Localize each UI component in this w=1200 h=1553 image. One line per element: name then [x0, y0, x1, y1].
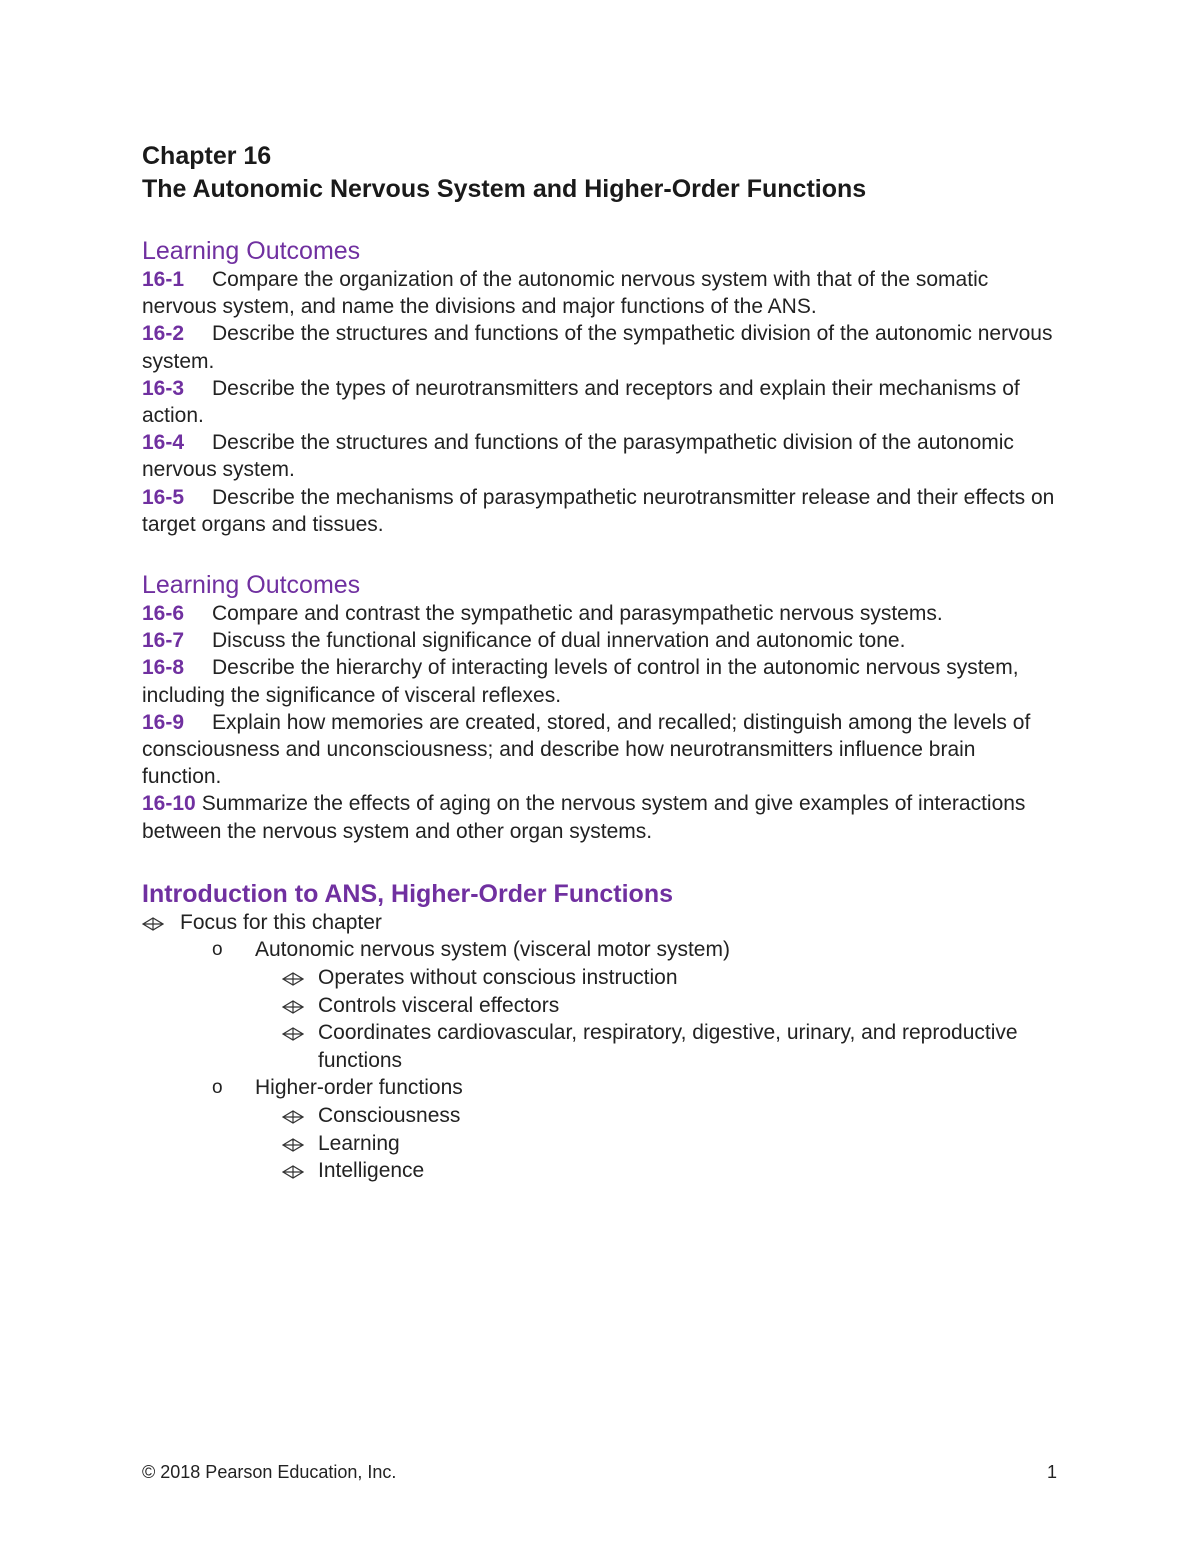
- outcome-number: 16-7: [142, 629, 185, 653]
- list-item: [142, 1019, 1057, 1074]
- outcome-text: Compare and contrast the sympathetic and parasympathetic nervous systems.: [212, 602, 943, 626]
- outcome-number: 16-9: [142, 710, 185, 734]
- kite-bullet-icon: [142, 909, 164, 939]
- outcome-number: 16-2: [142, 322, 185, 346]
- page-content: [142, 140, 1057, 1185]
- section-heading: Learning Outcomes: [142, 237, 361, 265]
- outcome-item: [142, 375, 1057, 429]
- intro-section: [142, 879, 1057, 1185]
- list-item: [142, 992, 1057, 1020]
- list-item: [142, 1157, 1057, 1185]
- outcome-number: 16-3: [142, 376, 185, 400]
- circle-bullet-icon: o: [212, 1077, 223, 1099]
- circle-bullet-icon: o: [212, 939, 223, 961]
- learning-outcomes-section-1: [142, 236, 1057, 538]
- copyright-notice: © 2018 Pearson Education, Inc.: [142, 1462, 397, 1482]
- outcome-item: [142, 627, 1057, 654]
- kite-bullet-icon: [282, 1102, 304, 1132]
- outcome-text: Describe the structures and functions of the sympathetic division of the autonomic nervous system.: [142, 322, 1053, 373]
- list-item-text: Focus for this chapter: [180, 910, 382, 934]
- outcome-item: [142, 266, 1057, 320]
- outcome-item: [142, 320, 1057, 374]
- outcome-text: Describe the mechanisms of parasympathetic neurotransmitter release and their effects on target organs and tissues.: [142, 485, 1055, 536]
- outcome-item: [142, 654, 1057, 708]
- list-item-text: Intelligence: [318, 1159, 425, 1183]
- section-heading: Learning Outcomes: [142, 571, 361, 600]
- outcome-number: 16-8: [142, 656, 185, 680]
- list-item-text: Coordinates cardiovascular, respiratory, digestive, urinary, and reproductive functions: [318, 1021, 1018, 1072]
- list-item: [142, 964, 1057, 992]
- list-item-text: Controls visceral effectors: [318, 993, 560, 1017]
- list-item: [142, 1102, 1057, 1130]
- outcome-text: Summarize the effects of aging on the nervous system and give examples of interactions between the nervous system and other organ systems.: [142, 792, 1026, 843]
- outcome-text: Compare the organization of the autonomic nervous system with that of the somatic nervous system, and name the divisions and major functions of the ANS.: [142, 268, 989, 319]
- intro-bullet-list: [142, 909, 1057, 1185]
- outcome-number: 16-4: [142, 431, 185, 455]
- list-item-text: Consciousness: [318, 1104, 461, 1128]
- list-item-text: Autonomic nervous system (visceral motor system): [255, 938, 730, 962]
- outcome-item: [142, 429, 1057, 483]
- kite-bullet-icon: [282, 1157, 304, 1187]
- outcome-number: 16-5: [142, 485, 185, 509]
- list-item-text: Operates without conscious instruction: [318, 966, 678, 990]
- learning-outcomes-section-2: [142, 570, 1057, 845]
- outcome-text: Explain how memories are created, stored, and recalled; distinguish among the levels of consciousness and unconsciousness; and describe how neurotransmitters influence brain function.: [142, 710, 1031, 789]
- list-item-text: Learning: [318, 1131, 400, 1155]
- outcome-number: 16-10: [142, 792, 196, 816]
- chapter-title: The Autonomic Nervous System and Higher-Order Functions: [142, 175, 867, 203]
- list-item: [142, 936, 1057, 964]
- outcome-item: [142, 484, 1057, 538]
- kite-bullet-icon: [282, 1130, 304, 1160]
- outcome-item: [142, 709, 1057, 791]
- kite-bullet-icon: [282, 992, 304, 1022]
- page-footer: [142, 1460, 1057, 1484]
- list-item: [142, 1130, 1057, 1158]
- kite-bullet-icon: [282, 964, 304, 994]
- outcome-item: [142, 790, 1057, 844]
- outcome-text: Describe the types of neurotransmitters and receptors and explain their mechanisms of action.: [142, 376, 1020, 428]
- outcome-text: Discuss the functional significance of dual innervation and autonomic tone.: [212, 629, 906, 653]
- kite-bullet-icon: [282, 1019, 304, 1049]
- outcome-item: [142, 600, 1057, 627]
- list-item: [142, 909, 1057, 937]
- chapter-number: Chapter 16: [142, 142, 272, 170]
- page-number: 1: [1046, 1462, 1057, 1482]
- outcome-number: 16-1: [142, 268, 185, 291]
- outcome-text: Describe the hierarchy of interacting levels of control in the autonomic nervous system, including the significance of visceral reflexes.: [142, 656, 1019, 707]
- section-heading: Introduction to ANS, Higher-Order Functions: [142, 879, 673, 908]
- list-item-text: Higher-order functions: [255, 1076, 463, 1100]
- outcome-text: Describe the structures and functions of the parasympathetic division of the autonomic nervous system.: [142, 431, 1014, 482]
- outcome-number: 16-6: [142, 602, 185, 626]
- list-item: [142, 1074, 1057, 1102]
